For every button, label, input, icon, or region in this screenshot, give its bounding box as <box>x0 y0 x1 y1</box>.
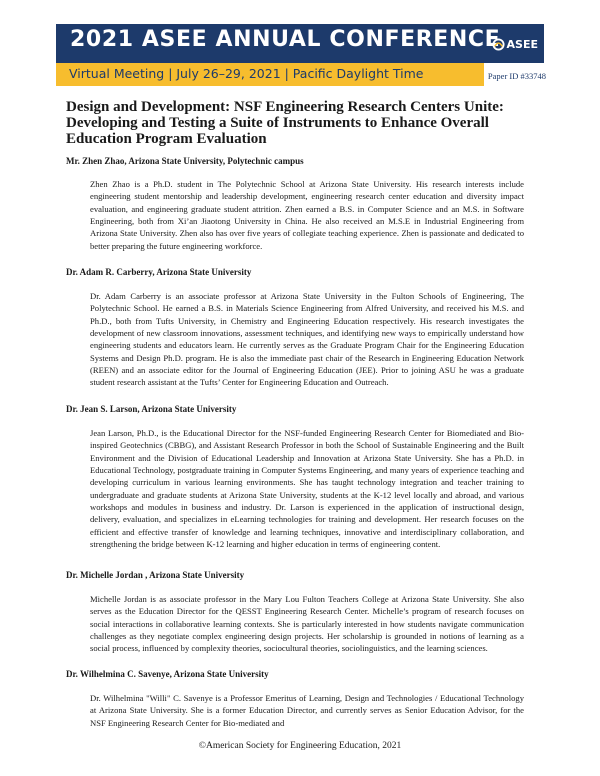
banner-top-bar <box>56 24 544 63</box>
banner-bottom-bar <box>56 63 484 86</box>
author-heading: Dr. Michelle Jordan , Arizona State University <box>66 570 245 580</box>
author-heading: Mr. Zhen Zhao, Arizona State University, Polytechnic campus <box>66 156 304 166</box>
author-bio: Jean Larson, Ph.D., is the Educational Director for the NSF-funded Engineering Research Center for Biomediated and Bio-inspired Geotechnics (CBBG), and Assistant Research Professor in both the School of Sustainable Engineering and the Built Environment and the Division of Educational Leadership and Innovation at Arizona State University. She has a Ph.D. in Educational Technology, postgraduate training in Computer Systems Engineering, and many years of experience teaching and developing curriculum in various learning environments. She has taught technology integration and teacher training to undergraduate and graduate students at Arizona State University, students at the K-12 level locally and abroad, and various workshops and modules in business and industry. Dr. Larson is experienced in the application of instructional design, delivery, evaluation, and specializes in eLearning technologies for training and development. Her research focuses on the efficient and effective transfer of knowledge and learning techniques, innovative and interdisciplinary collaboration, and strengthening the bridge between K-12 learning and higher education in terms of engineering content. <box>90 428 524 550</box>
paper-id: Paper ID #33748 <box>487 71 546 81</box>
author-bio: Zhen Zhao is a Ph.D. student in The Polytechnic School at Arizona State University. His research interests include engineering student mentorship and leadership development, engineering research center education and diversity impact evaluation, and engineering graduate student attrition. Zhen earned a B.S. in Computer Science and an M.S. in Software Engineering, both from Xi’an Jiaotong University in China. He also received an M.S.E in Industrial Engineering from Arizona State University. Zhen also has over five years of collegiate teaching experience. Zhen is passionate and dedicated to better preparing the future engineering workforce. <box>90 179 524 251</box>
copyright-footer: ©American Society for Engineering Education, 2021 <box>198 741 402 751</box>
paper-title: Design and Development: NSF Engineering Research Centers Unite: Developing and Testing a Suite of Instruments to Enhance Overall Education Program Evaluation <box>66 99 504 147</box>
author-heading: Dr. Adam R. Carberry, Arizona State University <box>66 267 252 277</box>
author-heading: Dr. Wilhelmina C. Savenye, Arizona State University <box>66 669 269 679</box>
conference-banner <box>56 24 544 86</box>
author-heading: Dr. Jean S. Larson, Arizona State University <box>66 404 237 414</box>
asee-logo-text: ASEE <box>506 37 538 51</box>
author-bio: Dr. Wilhelmina "Willi" C. Savenye is a Professor Emeritus of Learning, Design and Technologies / Educational Technology at Arizona State University. She is a former Education Director, and currently serves as Senior Education Advisor, for the NSF Engineering Research Center for Bio-mediated and <box>90 693 524 728</box>
author-bio: Dr. Adam Carberry is an associate professor at Arizona State University in the Fulton Schools of Engineering, The Polytechnic School. He earned a B.S. in Materials Science Engineering from Alfred University, and received his M.S. and Ph.D., both from Tufts University, in Chemistry and Engineering Education respectively. His research investigates the development of new classroom innovations, assessment techniques, and identifying new ways to empirically understand how engineering students and educators learn. He currently serves as the Graduate Program Chair for the Engineering Education Systems and Design Ph.D. program. He is also the immediate past chair of the Research in Engineering Education Network (REEN) and an associate editor for the Journal of Engineering Education (JEE). Prior to joining ASU he was a graduate student research assistant at the Tufts’ Center for Engineering Education and Outreach. <box>90 291 524 388</box>
asee-swirl-icon <box>492 38 505 51</box>
conference-subtitle: Virtual Meeting | July 26–29, 2021 | Pacific Daylight Time <box>69 66 424 81</box>
author-bio: Michelle Jordan is as associate professor in the Mary Lou Fulton Teachers College at Arizona State University. She also serves as the Education Director for the QESST Engineering Research Center. Michelle’s program of research focuses on social interactions in collaborative learning contexts. She is particularly interested in how students navigate communication challenges as they negotiate complex engineering design projects. Her scholarship is grounded in notions of learning as a social process, influenced by complexity theories, sociocultural theories, sociolinguistics, and the learning sciences. <box>90 594 524 654</box>
conference-title: 2021 ASEE ANNUAL CONFERENCE <box>70 27 501 52</box>
asee-logo <box>492 35 538 53</box>
